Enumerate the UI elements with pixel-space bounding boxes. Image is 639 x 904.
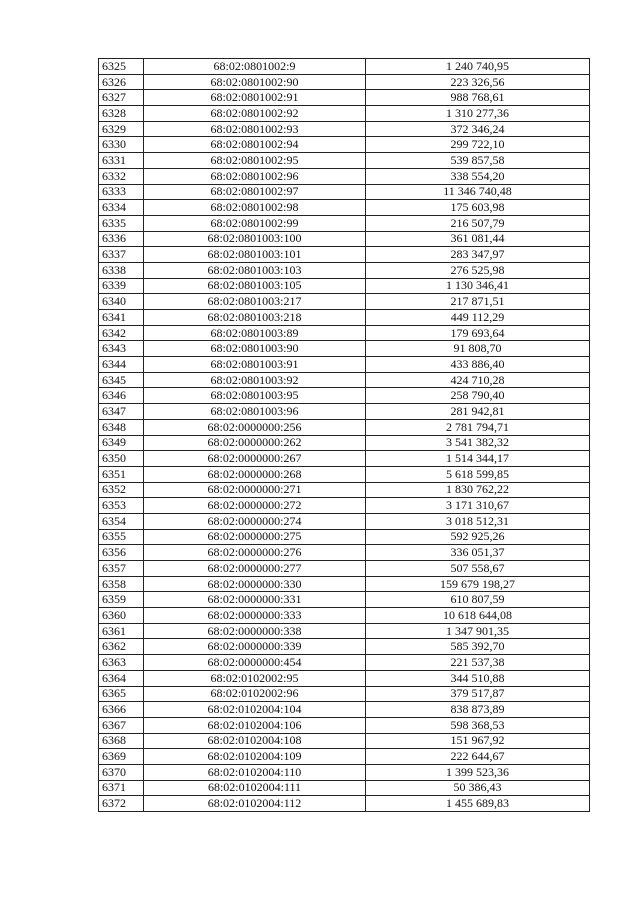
cadastral-number-cell: 68:02:0801003:217 [144,294,366,310]
cadastral-value-cell: 610 807,59 [366,592,590,608]
cadastral-number-cell: 68:02:0801003:95 [144,388,366,404]
cadastral-number-cell: 68:02:0000000:454 [144,655,366,671]
cadastral-value-table [98,58,590,812]
cadastral-value-cell: 585 392,70 [366,639,590,655]
cadastral-value-cell: 539 857,58 [366,153,590,169]
table-row [99,90,590,106]
cadastral-number-cell: 68:02:0000000:338 [144,623,366,639]
table-row [99,655,590,671]
row-number-cell: 6367 [99,717,144,733]
cadastral-value-cell: 3 018 512,31 [366,513,590,529]
row-number-cell: 6363 [99,655,144,671]
cadastral-number-cell: 68:02:0801002:97 [144,184,366,200]
cadastral-value-cell: 223 326,56 [366,74,590,90]
cadastral-value-cell: 151 967,92 [366,733,590,749]
cadastral-number-cell: 68:02:0801002:93 [144,121,366,137]
cadastral-value-cell: 1 310 277,36 [366,106,590,122]
row-number-cell: 6330 [99,137,144,153]
cadastral-number-cell: 68:02:0801002:99 [144,215,366,231]
table-row [99,121,590,137]
table-row [99,576,590,592]
table-row [99,137,590,153]
table-row [99,561,590,577]
cadastral-number-cell: 68:02:0801002:94 [144,137,366,153]
cadastral-number-cell: 68:02:0801003:105 [144,278,366,294]
table-row [99,200,590,216]
cadastral-value-cell: 433 886,40 [366,357,590,373]
row-number-cell: 6325 [99,59,144,75]
cadastral-value-cell: 2 781 794,71 [366,419,590,435]
cadastral-value-cell: 91 808,70 [366,341,590,357]
table-row [99,545,590,561]
row-number-cell: 6364 [99,670,144,686]
cadastral-number-cell: 68:02:0801002:92 [144,106,366,122]
row-number-cell: 6326 [99,74,144,90]
cadastral-number-cell: 68:02:0000000:256 [144,419,366,435]
cadastral-number-cell: 68:02:0102004:108 [144,733,366,749]
cadastral-number-cell: 68:02:0801003:101 [144,247,366,263]
cadastral-number-cell: 68:02:0801002:91 [144,90,366,106]
table-row [99,59,590,75]
cadastral-value-cell: 372 346,24 [366,121,590,137]
cadastral-number-cell: 68:02:0000000:339 [144,639,366,655]
table-row [99,749,590,765]
row-number-cell: 6332 [99,168,144,184]
table-row [99,513,590,529]
table-row [99,215,590,231]
cadastral-number-cell: 68:02:0000000:276 [144,545,366,561]
table-row [99,529,590,545]
cadastral-number-cell: 68:02:0801002:9 [144,59,366,75]
cadastral-value-cell: 10 618 644,08 [366,608,590,624]
cadastral-value-cell: 507 558,67 [366,561,590,577]
table-row [99,482,590,498]
table-row [99,74,590,90]
table-row [99,357,590,373]
cadastral-number-cell: 68:02:0000000:277 [144,561,366,577]
cadastral-number-cell: 68:02:0801003:90 [144,341,366,357]
table-row [99,796,590,812]
cadastral-value-cell: 217 871,51 [366,294,590,310]
row-number-cell: 6353 [99,498,144,514]
cadastral-value-cell: 179 693,64 [366,325,590,341]
cadastral-value-cell: 11 346 740,48 [366,184,590,200]
cadastral-value-cell: 258 790,40 [366,388,590,404]
row-number-cell: 6329 [99,121,144,137]
cadastral-number-cell: 68:02:0102002:95 [144,670,366,686]
row-number-cell: 6350 [99,451,144,467]
table-row [99,247,590,263]
cadastral-number-cell: 68:02:0000000:274 [144,513,366,529]
cadastral-value-cell: 379 517,87 [366,686,590,702]
cadastral-number-cell: 68:02:0102004:111 [144,780,366,796]
cadastral-number-cell: 68:02:0000000:275 [144,529,366,545]
row-number-cell: 6333 [99,184,144,200]
row-number-cell: 6327 [99,90,144,106]
cadastral-value-cell: 281 942,81 [366,404,590,420]
row-number-cell: 6338 [99,262,144,278]
cadastral-value-cell: 50 386,43 [366,780,590,796]
cadastral-number-cell: 68:02:0801002:96 [144,168,366,184]
cadastral-value-cell: 276 525,98 [366,262,590,278]
cadastral-number-cell: 68:02:0000000:271 [144,482,366,498]
cadastral-value-cell: 988 768,61 [366,90,590,106]
cadastral-value-cell: 216 507,79 [366,215,590,231]
row-number-cell: 6340 [99,294,144,310]
cadastral-number-cell: 68:02:0102002:96 [144,686,366,702]
cadastral-number-cell: 68:02:0801002:98 [144,200,366,216]
table-body [99,59,590,812]
row-number-cell: 6348 [99,419,144,435]
table-row [99,388,590,404]
cadastral-value-cell: 598 368,53 [366,717,590,733]
row-number-cell: 6356 [99,545,144,561]
cadastral-number-cell: 68:02:0801003:103 [144,262,366,278]
row-number-cell: 6362 [99,639,144,655]
cadastral-number-cell: 68:02:0801003:100 [144,231,366,247]
cadastral-value-cell: 159 679 198,27 [366,576,590,592]
row-number-cell: 6365 [99,686,144,702]
cadastral-number-cell: 68:02:0000000:267 [144,451,366,467]
cadastral-value-cell: 1 240 740,95 [366,59,590,75]
row-number-cell: 6335 [99,215,144,231]
cadastral-value-cell: 299 722,10 [366,137,590,153]
cadastral-number-cell: 68:02:0801002:90 [144,74,366,90]
cadastral-number-cell: 68:02:0000000:268 [144,466,366,482]
table-row [99,498,590,514]
row-number-cell: 6347 [99,404,144,420]
row-number-cell: 6337 [99,247,144,263]
cadastral-value-cell: 283 347,97 [366,247,590,263]
cadastral-value-cell: 592 925,26 [366,529,590,545]
table-row [99,262,590,278]
table-row [99,153,590,169]
table-row [99,168,590,184]
table-row [99,592,590,608]
row-number-cell: 6371 [99,780,144,796]
table-row [99,670,590,686]
row-number-cell: 6344 [99,357,144,373]
row-number-cell: 6372 [99,796,144,812]
row-number-cell: 6349 [99,435,144,451]
table-row [99,702,590,718]
cadastral-value-cell: 361 081,44 [366,231,590,247]
cadastral-value-cell: 344 510,88 [366,670,590,686]
table-row [99,623,590,639]
row-number-cell: 6368 [99,733,144,749]
cadastral-number-cell: 68:02:0102004:104 [144,702,366,718]
row-number-cell: 6359 [99,592,144,608]
table-row [99,310,590,326]
row-number-cell: 6343 [99,341,144,357]
row-number-cell: 6334 [99,200,144,216]
row-number-cell: 6357 [99,561,144,577]
cadastral-value-cell: 838 873,89 [366,702,590,718]
cadastral-value-cell: 3 171 310,67 [366,498,590,514]
cadastral-number-cell: 68:02:0000000:331 [144,592,366,608]
table-row [99,435,590,451]
table-row [99,639,590,655]
row-number-cell: 6345 [99,372,144,388]
table-row [99,278,590,294]
cadastral-number-cell: 68:02:0801003:96 [144,404,366,420]
table-row [99,451,590,467]
row-number-cell: 6366 [99,702,144,718]
cadastral-value-cell: 449 112,29 [366,310,590,326]
cadastral-value-cell: 1 455 689,83 [366,796,590,812]
cadastral-number-cell: 68:02:0102004:112 [144,796,366,812]
cadastral-number-cell: 68:02:0801003:89 [144,325,366,341]
table-row [99,717,590,733]
cadastral-number-cell: 68:02:0000000:330 [144,576,366,592]
row-number-cell: 6331 [99,153,144,169]
table-row [99,686,590,702]
cadastral-number-cell: 68:02:0801002:95 [144,153,366,169]
cadastral-value-cell: 221 537,38 [366,655,590,671]
row-number-cell: 6328 [99,106,144,122]
row-number-cell: 6342 [99,325,144,341]
row-number-cell: 6341 [99,310,144,326]
table-row [99,184,590,200]
row-number-cell: 6339 [99,278,144,294]
cadastral-number-cell: 68:02:0102004:106 [144,717,366,733]
cadastral-value-cell: 5 618 599,85 [366,466,590,482]
cadastral-value-cell: 336 051,37 [366,545,590,561]
table-row [99,419,590,435]
table-row [99,608,590,624]
cadastral-value-cell: 1 830 762,22 [366,482,590,498]
cadastral-value-cell: 3 541 382,32 [366,435,590,451]
cadastral-number-cell: 68:02:0801003:92 [144,372,366,388]
cadastral-number-cell: 68:02:0102004:109 [144,749,366,765]
row-number-cell: 6336 [99,231,144,247]
cadastral-value-cell: 1 347 901,35 [366,623,590,639]
cadastral-number-cell: 68:02:0000000:272 [144,498,366,514]
cadastral-value-cell: 424 710,28 [366,372,590,388]
cadastral-value-cell: 222 644,67 [366,749,590,765]
table-row [99,764,590,780]
row-number-cell: 6361 [99,623,144,639]
row-number-cell: 6355 [99,529,144,545]
table-row [99,325,590,341]
cadastral-value-cell: 1 130 346,41 [366,278,590,294]
table-row [99,466,590,482]
cadastral-number-cell: 68:02:0102004:110 [144,764,366,780]
table-row [99,780,590,796]
table-row [99,341,590,357]
cadastral-number-cell: 68:02:0000000:333 [144,608,366,624]
table-row [99,106,590,122]
cadastral-number-cell: 68:02:0801003:91 [144,357,366,373]
table-row [99,372,590,388]
row-number-cell: 6354 [99,513,144,529]
row-number-cell: 6351 [99,466,144,482]
row-number-cell: 6358 [99,576,144,592]
row-number-cell: 6352 [99,482,144,498]
cadastral-value-cell: 1 514 344,17 [366,451,590,467]
table-row [99,404,590,420]
cadastral-value-cell: 338 554,20 [366,168,590,184]
row-number-cell: 6346 [99,388,144,404]
cadastral-value-cell: 1 399 523,36 [366,764,590,780]
row-number-cell: 6369 [99,749,144,765]
cadastral-value-cell: 175 603,98 [366,200,590,216]
table-row [99,231,590,247]
cadastral-number-cell: 68:02:0000000:262 [144,435,366,451]
table-row [99,733,590,749]
row-number-cell: 6360 [99,608,144,624]
row-number-cell: 6370 [99,764,144,780]
table-row [99,294,590,310]
cadastral-number-cell: 68:02:0801003:218 [144,310,366,326]
